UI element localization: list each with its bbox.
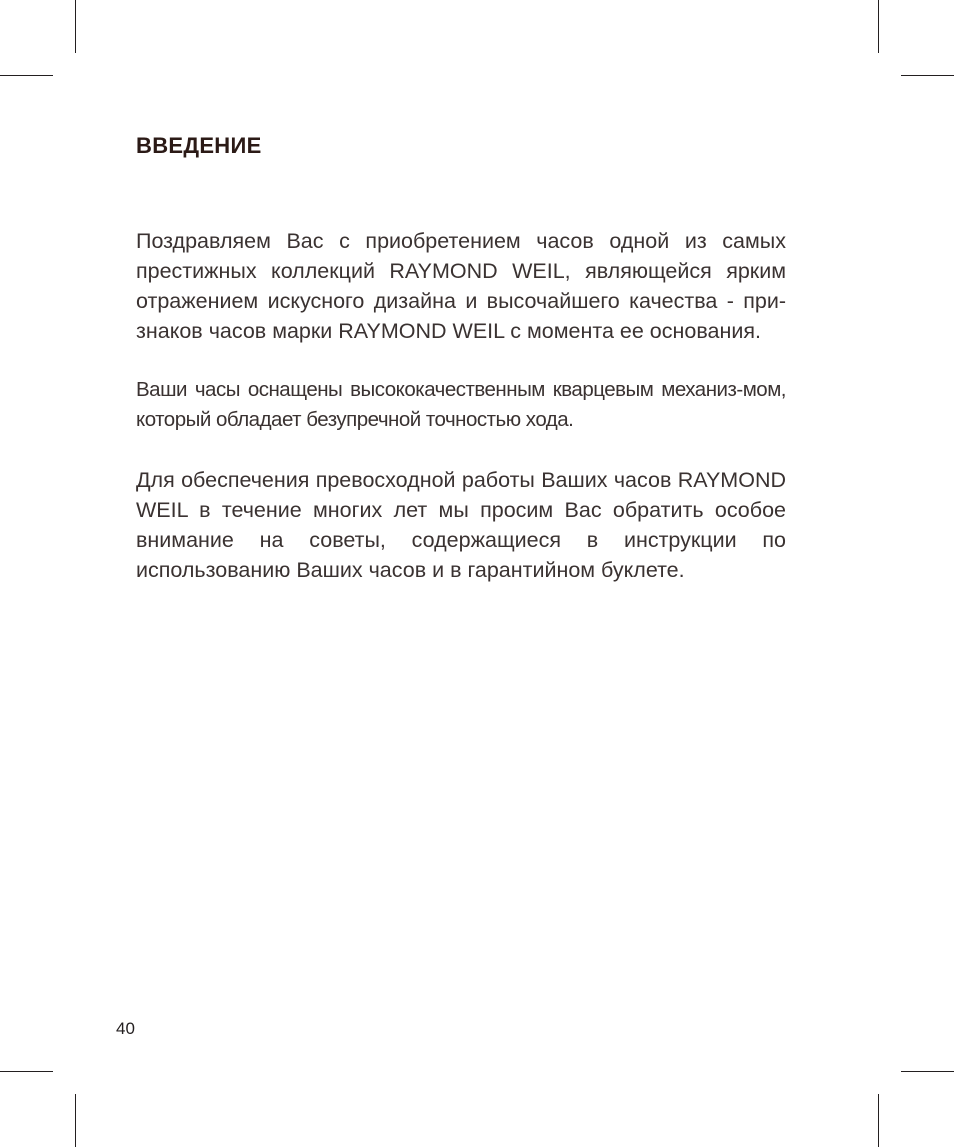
crop-mark-top-right-vertical bbox=[878, 0, 879, 53]
crop-mark-top-left-horizontal bbox=[0, 75, 53, 76]
crop-mark-bottom-right-vertical bbox=[878, 1094, 879, 1147]
crop-mark-bottom-left-horizontal bbox=[0, 1071, 53, 1072]
page-number: 40 bbox=[116, 1019, 135, 1038]
movement-paragraph: Ваши часы оснащены высококачественным кварцевым механиз-мом, который обладает безупречной точностью хода. bbox=[136, 378, 786, 431]
page-title: ВВЕДЕНИЕ bbox=[136, 133, 262, 158]
crop-mark-top-right-horizontal bbox=[901, 75, 954, 76]
care-paragraph: Для обеспечения превосходной работы Ваших часов RAYMOND WEIL в течение многих лет мы просим Вас обратить особое внимание на советы, содержащиеся в инструкции по использованию Ваших часов и в гарантийном буклете. bbox=[136, 468, 786, 582]
crop-mark-top-left-vertical bbox=[75, 0, 76, 53]
crop-mark-bottom-left-vertical bbox=[75, 1094, 76, 1147]
crop-mark-bottom-right-horizontal bbox=[901, 1071, 954, 1072]
intro-paragraph: Поздравляем Вас с приобретением часов одной из самых престижных коллекций RAYMOND WEIL, являющейся ярким отражением искусного дизайна и высочайшего качества - при-знаков часов марки RAYMOND WEIL с момента ее основания. bbox=[136, 229, 786, 343]
